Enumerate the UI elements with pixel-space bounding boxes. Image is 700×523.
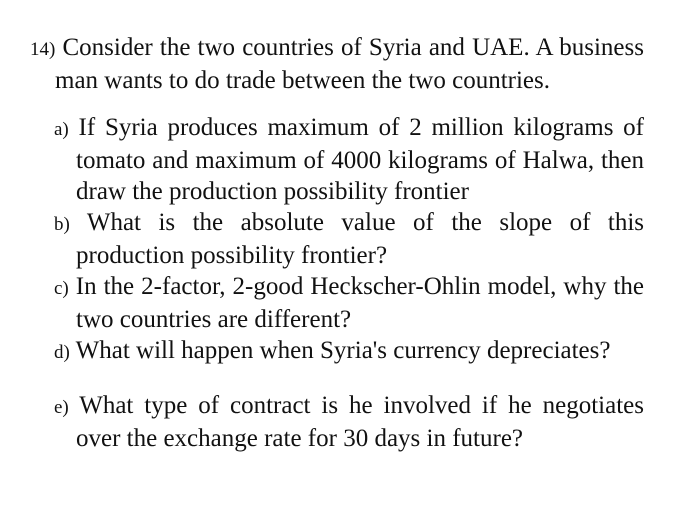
sub-question-text: What will happen when Syria's currency depreciates? bbox=[75, 337, 611, 364]
sub-question-text: What type of contract is he involved if he negotiates over the exchange rate for 30 days in future? bbox=[76, 392, 644, 452]
sub-question-label: a) bbox=[54, 119, 69, 140]
sub-question-d bbox=[54, 335, 644, 368]
sub-question-b bbox=[54, 207, 644, 271]
question-number: 14) bbox=[30, 39, 56, 60]
sub-question-label: d) bbox=[54, 342, 70, 363]
sub-question-c bbox=[54, 271, 644, 335]
sub-question-label: b) bbox=[54, 214, 70, 235]
question-14 bbox=[30, 32, 644, 96]
sub-question-text: In the 2-factor, 2-good Heckscher-Ohlin model, why the two countries are different? bbox=[75, 273, 645, 333]
sub-questions bbox=[30, 112, 644, 454]
question-text: Consider the two countries of Syria and UAE. A business man wants to do trade between the two countries. bbox=[55, 34, 644, 94]
sub-question-a bbox=[54, 112, 644, 207]
sub-question-text: If Syria produces maximum of 2 million kilograms of tomato and maximum of 4000 kilograms of Halwa, then draw the production possibility frontier bbox=[76, 114, 645, 205]
sub-question-e bbox=[54, 390, 644, 454]
sub-question-label: e) bbox=[54, 397, 69, 418]
sub-question-text: What is the absolute value of the slope of this production possibility frontier? bbox=[76, 209, 644, 269]
sub-question-label: c) bbox=[54, 278, 69, 299]
